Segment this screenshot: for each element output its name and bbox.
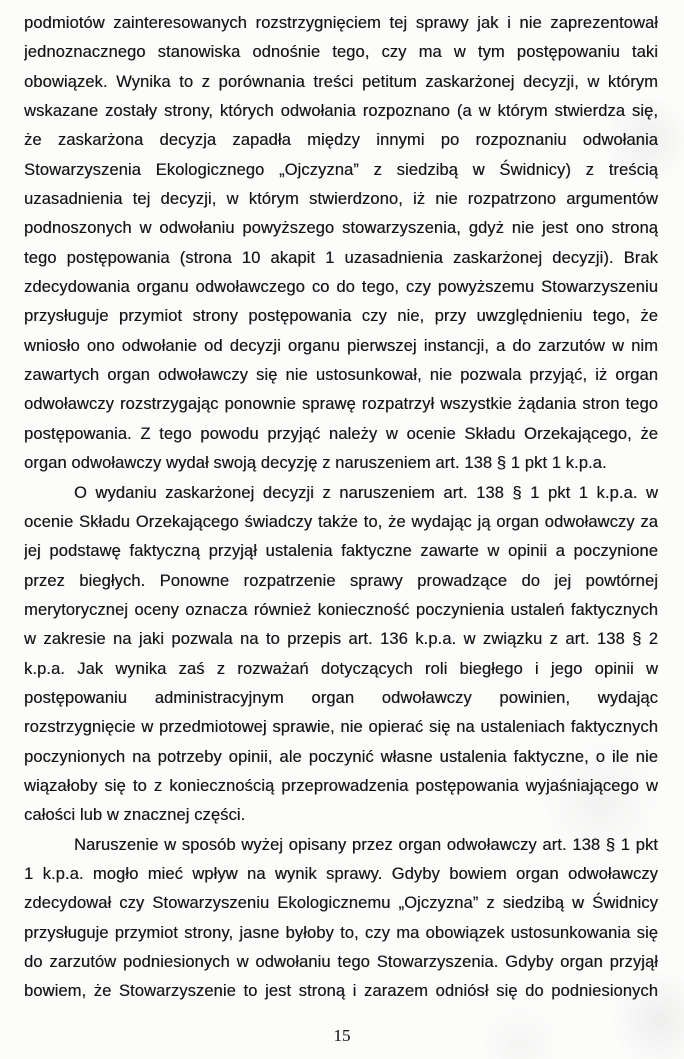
text-line: przez biegłych. Ponowne rozpatrzenie sprawy prowadzące do jej powtórnej: [24, 571, 658, 590]
text-line: przysługuje przymiot strony postępowania czy nie, przy uwzględnieniu tego, że: [24, 307, 658, 326]
text-line: Naruszenie w sposób wyżej opisany przez organ odwoławczy art. 138 § 1 pkt: [74, 835, 658, 854]
text-line: postępowania. Z tego powodu przyjąć należy w ocenie Składu Orzekającego, że: [24, 424, 658, 443]
text-line: bowiem, że Stowarzyszenie to jest stroną i zarazem odniósł się do podniesionych: [24, 982, 658, 1001]
text-line: rozstrzygnięcie w przedmiotowej sprawie, nie opierać się na ustaleniach faktycznych: [24, 718, 658, 737]
text-line: merytorycznej oceny oznacza również konieczność poczynienia ustaleń faktycznych: [24, 600, 658, 619]
text-line: k.p.a. Jak wynika zaś z rozważań dotyczących roli biegłego i jego opinii w: [24, 659, 658, 678]
text-line: zdecydował czy Stowarzyszeniu Ekologicznemu „Ojczyzna” z siedzibą w Świdnicy: [24, 894, 658, 913]
text-line: ocenie Składu Orzekającego świadczy także to, że wydając ją organ odwoławczy za: [24, 512, 658, 531]
text-line: obowiązek. Wynika to z porównania treści petitum zaskarżonej decyzji, w którym: [24, 72, 658, 91]
text-line: wiązałoby się to z koniecznością przeprowadzenia postępowania wyjaśniającego w: [24, 776, 658, 795]
text-line: wniosło ono odwołanie od decyzji organu pierwszej instancji, a do zarzutów w nim: [24, 336, 658, 355]
text-line: jej podstawę faktyczną przyjął ustalenia faktyczne zawarte w opinii a poczynione: [24, 542, 658, 561]
text-line: że zaskarżona decyzja zapadła między innymi po rozpoznaniu odwołania: [24, 131, 658, 150]
text-line: uzasadnienia tej decyzji, w którym stwierdzono, iż nie rozpatrzono argumentów: [24, 190, 658, 209]
text-line: Stowarzyszenia Ekologicznego „Ojczyzna” z siedzibą w Świdnicy) z treścią: [24, 160, 658, 179]
text-line: do zarzutów podniesionych w odwołaniu tego Stowarzyszenia. Gdyby organ przyjął: [24, 953, 658, 971]
document-text: [24, 9, 658, 1007]
text-line: całości lub w znacznej części.: [24, 806, 246, 825]
text-line: w zakresie na jaki pozwala na to przepis art. 136 k.p.a. w związku z art. 138 § 2: [24, 630, 658, 649]
text-line: odwoławczy rozstrzygając ponownie sprawę rozpatrzył wszystkie żądania stron tego: [24, 395, 658, 414]
text-line: zdecydowania organu odwoławczego co do tego, czy powyższemu Stowarzyszeniu: [24, 278, 658, 297]
text-line: postępowaniu administracyjnym organ odwoławczy powinien, wydając: [24, 688, 658, 707]
text-line: podnoszonych w odwołaniu powyższego stowarzyszenia, gdyż nie jest ono stroną: [24, 219, 658, 238]
text-line: O wydaniu zaskarżonej decyzji z naruszeniem art. 138 § 1 pkt 1 k.p.a. w: [74, 483, 658, 502]
page-number: 15: [333, 1026, 351, 1045]
text-line: jednoznacznego stanowiska odnośnie tego, czy ma w tym postępowaniu taki: [24, 43, 658, 62]
text-line: zawartych organ odwoławczy się nie ustosunkował, nie pozwala przyjąć, iż organ: [24, 366, 658, 385]
text-line: podmiotów zainteresowanych rozstrzygnięciem tej sprawy jak i nie zaprezentował: [24, 14, 658, 32]
text-line: poczynionych na potrzeby opinii, ale poczynić własne ustalenia faktyczne, o ile nie: [24, 747, 658, 766]
text-line: wskazane zostały strony, których odwołania rozpoznano (a w którym stwierdza się,: [24, 102, 658, 121]
text-line: tego postępowania (strona 10 akapit 1 uzasadnienia zaskarżonej decyzji). Brak: [24, 248, 658, 267]
text-line: 1 k.p.a. mogło mieć wpływ na wynik sprawy. Gdyby bowiem organ odwoławczy: [24, 864, 658, 883]
text-line: przysługuje przymiot strony, jasne byłoby to, czy ma obowiązek ustosunkowania się: [24, 923, 658, 942]
text-line: organ odwoławczy wydał swoją decyzję z naruszeniem art. 138 § 1 pkt 1 k.p.a.: [24, 454, 607, 473]
